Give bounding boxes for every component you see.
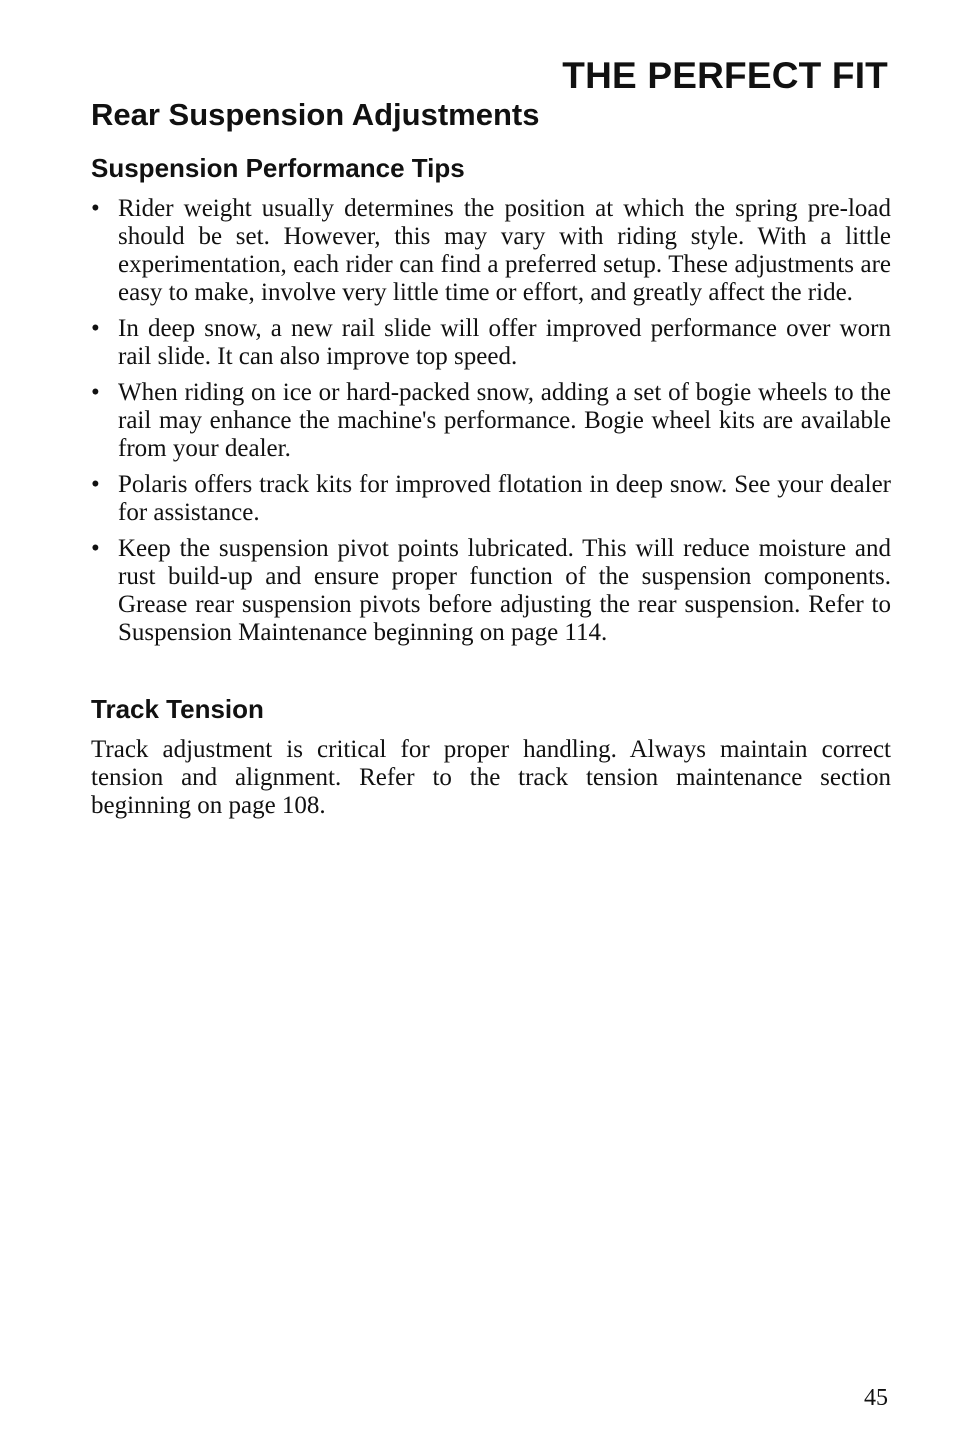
bullet-icon: • bbox=[91, 195, 100, 222]
track-tension-heading: Track Tension bbox=[91, 694, 264, 724]
tip-text: When riding on ice or hard-packed snow, adding a set of bogie wheels to the rail may enhance the machine's performance. Bogie wheel kits are available from your dealer. bbox=[118, 379, 891, 462]
page-number: 45 bbox=[864, 1385, 888, 1411]
page-title: Rear Suspension Adjustments bbox=[91, 97, 540, 132]
list-item bbox=[91, 195, 891, 307]
tip-text: Rider weight usually determines the position at which the spring pre-load should be set. However, this may vary with riding style. With a little experimentation, each rider can find a preferred setup. These adjustments are easy to make, involve very little time or effort, and greatly affect the ride. bbox=[118, 195, 891, 306]
bullet-icon: • bbox=[91, 379, 100, 406]
list-item bbox=[91, 379, 891, 463]
track-tension-paragraph: Track adjustment is critical for proper handling. Always maintain correct tension and alignment. Refer to the track tension maintenance section beginning on page 108. bbox=[91, 736, 891, 819]
bullet-icon: • bbox=[91, 315, 100, 342]
list-item bbox=[91, 535, 891, 647]
tip-text: Polaris offers track kits for improved flotation in deep snow. See your dealer for assistance. bbox=[118, 471, 891, 526]
tip-text: Keep the suspension pivot points lubricated. This will reduce moisture and rust build-up and ensure proper function of the suspension components. Grease rear suspension pivots before adjusting the rear suspension. Refer to Suspension Maintenance beginning on page 114. bbox=[118, 535, 891, 646]
suspension-tips-heading: Suspension Performance Tips bbox=[91, 153, 465, 183]
suspension-tips-list bbox=[91, 195, 891, 655]
bullet-icon: • bbox=[91, 471, 100, 498]
bullet-icon: • bbox=[91, 535, 100, 562]
tip-text: In deep snow, a new rail slide will offer improved performance over worn rail slide. It can also improve top speed. bbox=[118, 315, 891, 370]
section-header: THE PERFECT FIT bbox=[562, 55, 888, 96]
list-item bbox=[91, 315, 891, 371]
list-item bbox=[91, 471, 891, 527]
manual-page bbox=[91, 0, 891, 1454]
